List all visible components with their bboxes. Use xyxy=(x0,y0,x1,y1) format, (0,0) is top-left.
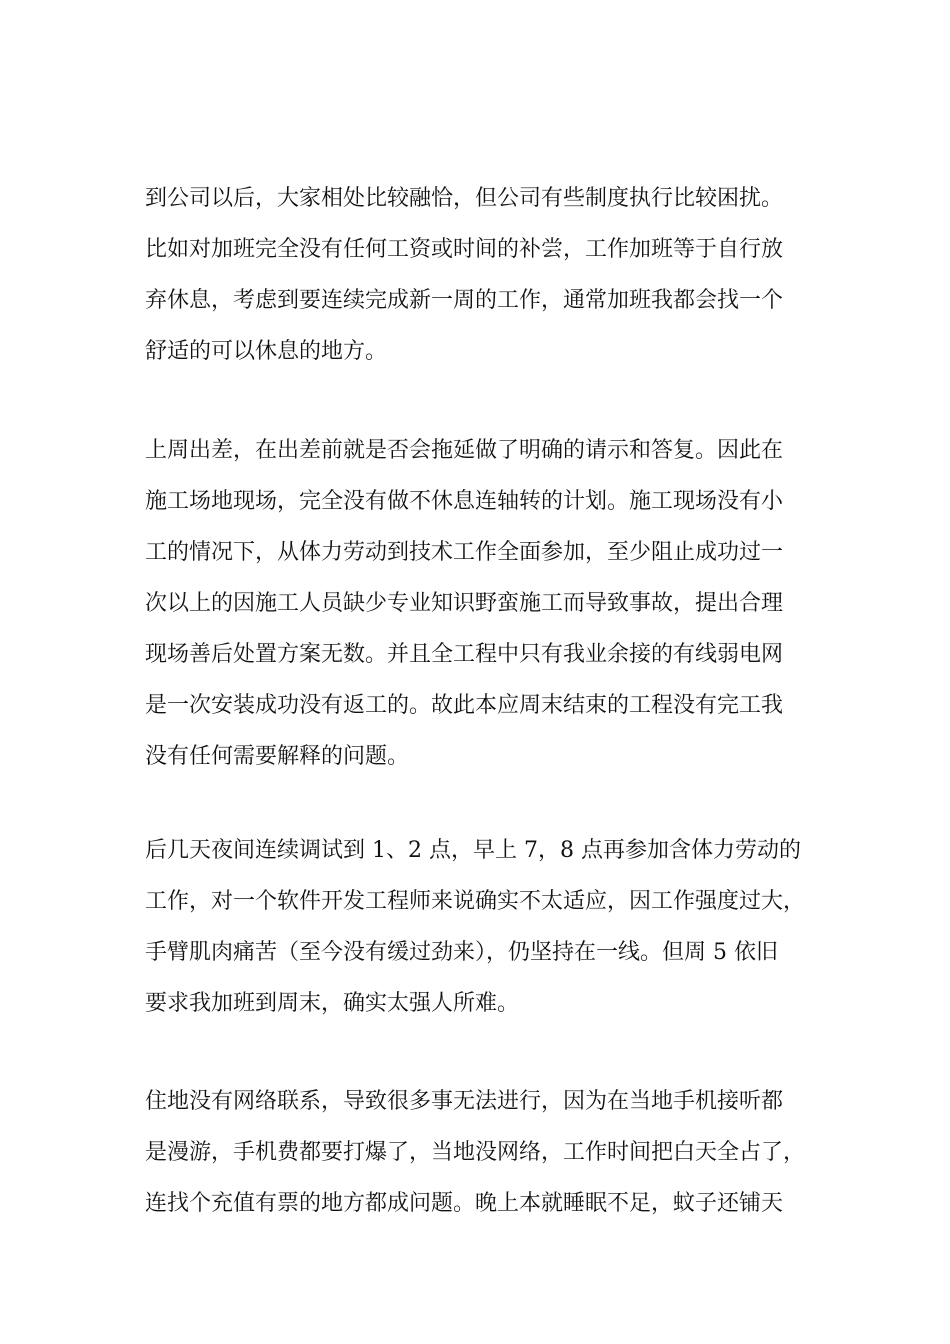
text-line: 是漫游，手机费都要打爆了，当地没网络，工作时间把白天全占了， xyxy=(145,1140,806,1165)
text-line: 比如对加班完全没有任何工资或时间的补尝，工作加班等于自行放 xyxy=(145,237,784,262)
text-line: 要求我加班到周末，确实太强人所难。 xyxy=(145,991,520,1016)
text-line: 舒适的可以休息的地方。 xyxy=(145,339,388,364)
text-line: 工作，对一个软件开发工程师来说确实不太适应，因工作强度过大， xyxy=(145,889,806,914)
text-line: 是一次安装成功没有返工的。故此本应周末结束的工程没有完工我 xyxy=(145,693,784,718)
paragraph-3 xyxy=(145,825,825,1029)
text-line: 住地没有网络联系，导致很多事无法进行，因为在当地手机接听都 xyxy=(145,1089,784,1114)
paragraph-1 xyxy=(145,173,825,377)
paragraph-2 xyxy=(145,425,825,782)
text-line: 上周出差，在出差前就是否会拖延做了明确的请示和答复。因此在 xyxy=(145,438,784,463)
text-line: 施工场地现场，完全没有做不休息连轴转的计划。施工现场没有小 xyxy=(145,489,784,514)
text-line: 次以上的因施工人员缺少专业知识野蛮施工而导致事故，提出合理 xyxy=(145,591,784,616)
text-line: 工的情况下，从体力劳动到技术工作全面参加，至少阻止成功过一 xyxy=(145,540,784,565)
paragraph-4 xyxy=(145,1076,825,1229)
text-line: 现场善后处置方案无数。并且全工程中只有我业余接的有线弱电网 xyxy=(145,642,784,667)
text-line: 弃休息，考虑到要连续完成新一周的工作，通常加班我都会找一个 xyxy=(145,288,784,313)
text-line: 到公司以后，大家相处比较融恰，但公司有些制度执行比较困扰。 xyxy=(145,186,784,211)
text-line: 后几天夜间连续调试到 1、2 点，早上 7，8 点再参加含体力劳动的 xyxy=(145,838,801,863)
text-line: 手臂肌肉痛苦（至今没有缓过劲来），仍坚持在一线。但周 5 依旧 xyxy=(145,940,778,965)
text-line: 没有任何需要解释的问题。 xyxy=(145,744,410,769)
text-line: 连找个充值有票的地方都成问题。晚上本就睡眠不足，蚊子还铺天 xyxy=(145,1191,784,1216)
